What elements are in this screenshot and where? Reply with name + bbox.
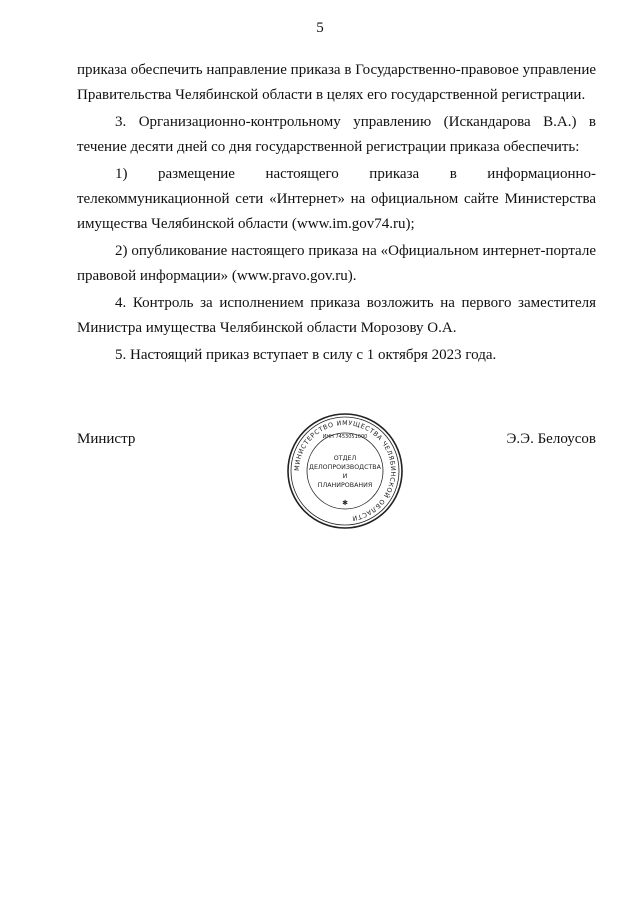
stamp-center-line: ОТДЕЛ [333, 455, 357, 462]
signer-title: Министр [77, 431, 136, 447]
stamp-ring-text: МИНИСТЕРСТВО ИМУЩЕСТВА ЧЕЛЯБИНСКОЙ ОБЛАСТИ [292, 418, 398, 523]
signature-block [77, 418, 596, 541]
document-body [77, 58, 596, 370]
paragraph-item-4: 4. Контроль за исполнением приказа возложить на первого заместителя Министра имущества Челябинской области Морозову О.А. [77, 295, 596, 336]
signer-name: Э.Э. Белоусов [506, 431, 596, 447]
paragraph-subitem-2: 2) опубликование настоящего приказа на «Официальном интернет-портале правовой информации» (www.pravo.gov.ru). [77, 243, 596, 284]
paragraph-continuation: приказа обеспечить направление приказа в Государственно-правовое управление Правительства Челябинской области в целях его государственной регистрации. [77, 62, 596, 103]
stamp-inn: ИНН 7453051000 [322, 434, 368, 440]
paragraph-subitem-1: 1) размещение настоящего приказа в информационно-телекоммуникационной сети «Интернет» на официальном сайте Министерства имущества Челябинской области (www.im.gov74.ru); [77, 166, 596, 232]
page-number: 5 [316, 20, 324, 36]
stamp-center-line: И [342, 473, 348, 480]
stamp-center-line: ДЕЛОПРОИЗВОДСТВА [309, 464, 381, 471]
stamp-star-icon: ✱ [342, 499, 348, 507]
paragraph-item-3: 3. Организационно-контрольному управлению (Искандарова В.А.) в течение десяти дней со дня государственной регистрации приказа обеспечить: [77, 114, 596, 155]
official-stamp [285, 411, 405, 531]
paragraph-item-5: 5. Настоящий приказ вступает в силу с 1 октября 2023 года. [115, 347, 497, 363]
stamp-center-line: ПЛАНИРОВАНИЯ [317, 482, 373, 489]
